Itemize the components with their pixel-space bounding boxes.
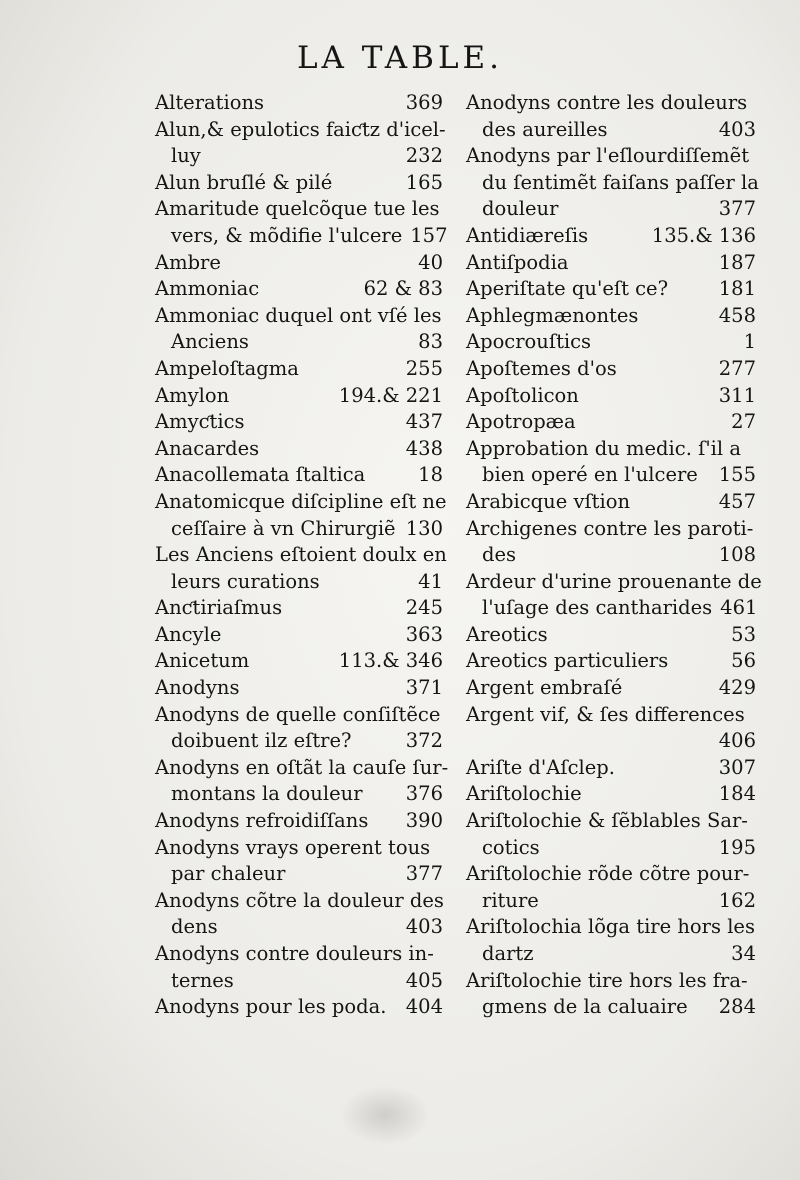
index-entry bbox=[466, 516, 756, 569]
index-entry bbox=[155, 303, 443, 356]
index-page-number: 184 bbox=[718, 782, 756, 806]
index-entry-line bbox=[155, 462, 443, 489]
index-entry bbox=[466, 303, 756, 330]
index-entry-text: Apotropæa bbox=[466, 410, 576, 434]
index-entry bbox=[155, 276, 443, 303]
index-page-number: 311 bbox=[718, 383, 756, 407]
index-page-number: 194.& 221 bbox=[338, 383, 443, 407]
index-entry-text: Areotics particuliers bbox=[466, 649, 669, 673]
index-page-number: 53 bbox=[731, 622, 756, 646]
index-entry-text: dartz bbox=[482, 942, 534, 965]
index-entry-text: Ariſte d'Aſclep. bbox=[466, 755, 615, 779]
index-entry bbox=[155, 835, 443, 888]
index-entry-line bbox=[466, 516, 756, 543]
index-entry-line bbox=[466, 755, 756, 782]
index-entry-line bbox=[466, 356, 756, 383]
index-entry-text: Ariſtolochie bbox=[466, 782, 582, 806]
index-entry-text: Areotics bbox=[466, 622, 548, 646]
index-entry-text: Ampeloſtagma bbox=[155, 356, 299, 380]
index-entry-line bbox=[466, 170, 759, 197]
index-entry-text: Anodyns contre douleurs in- bbox=[155, 942, 434, 965]
index-entry-line bbox=[466, 675, 756, 702]
index-entry bbox=[466, 276, 756, 303]
index-page-number: 284 bbox=[718, 995, 756, 1019]
index-entry-line bbox=[466, 941, 756, 968]
index-entry-line bbox=[466, 595, 756, 622]
index-entry-line bbox=[466, 914, 756, 941]
index-entry-line bbox=[466, 835, 756, 862]
index-entry-line bbox=[466, 808, 756, 835]
index-page-number: 438 bbox=[405, 436, 443, 460]
index-entry-line bbox=[155, 117, 446, 144]
index-entry-text: Anodyns en oſtãt la cauſe ſur- bbox=[155, 755, 449, 779]
index-entry-text: Anicetum bbox=[155, 649, 250, 673]
index-entry-line bbox=[466, 436, 756, 463]
index-entry-text: Les Anciens eſtoient doulx en bbox=[155, 543, 447, 567]
index-entry bbox=[155, 888, 443, 941]
index-entry-line bbox=[466, 648, 756, 675]
index-page-number: 403 bbox=[718, 117, 756, 141]
index-entry bbox=[155, 436, 443, 463]
index-entry bbox=[466, 702, 756, 755]
index-entry-text: l'uſage des cantharides bbox=[482, 596, 713, 620]
index-entry-text: Anodyns contre les douleurs bbox=[466, 91, 748, 114]
index-entry-text: Anƈtiriaſmus bbox=[155, 596, 283, 620]
index-page-number: 437 bbox=[405, 410, 443, 434]
index-page-number: 83 bbox=[418, 330, 443, 354]
index-page-number: 377 bbox=[405, 862, 443, 886]
index-entry-line bbox=[155, 728, 443, 755]
index-page-number: 390 bbox=[405, 809, 443, 833]
index-entry-text: Aperiſtate qu'eſt ce? bbox=[466, 277, 669, 301]
index-page-number: 458 bbox=[718, 303, 756, 327]
index-entry-text: douleur bbox=[482, 197, 559, 221]
index-entry-line bbox=[155, 914, 443, 941]
index-entry-line bbox=[155, 569, 443, 596]
index-entry-text: Anodyns pour les poda. bbox=[155, 995, 387, 1019]
index-entry-text: Alun,& epulotics faiƈtz d'icel- bbox=[155, 117, 446, 141]
index-entry-line bbox=[466, 223, 756, 250]
index-entry bbox=[155, 409, 443, 436]
index-entry bbox=[466, 356, 756, 383]
index-entry-line bbox=[466, 383, 756, 410]
index-entry-text: Alun bruſlé & pilé bbox=[155, 170, 333, 194]
index-entry bbox=[155, 489, 447, 542]
index-page-number: 113.& 346 bbox=[338, 649, 443, 673]
index-entry-line bbox=[466, 542, 756, 569]
index-entry-line bbox=[155, 303, 443, 330]
index-entry-line bbox=[155, 223, 448, 250]
index-entry-text: Anciens bbox=[171, 330, 249, 354]
index-entry-text: montans la douleur bbox=[171, 782, 363, 806]
index-entry-text: par chaleur bbox=[171, 862, 286, 886]
index-entry-line bbox=[155, 383, 443, 410]
index-entry bbox=[466, 808, 756, 861]
index-entry-text: Anodyns par l'eſlourdiſſemẽt bbox=[466, 144, 750, 168]
index-entry-line bbox=[155, 702, 443, 729]
index-entry-text: Ancyle bbox=[155, 622, 222, 646]
index-entry-line bbox=[466, 196, 756, 223]
index-entry-text: des aureilles bbox=[482, 117, 608, 141]
index-entry-text: Arabicque vſtion bbox=[466, 489, 631, 513]
index-entry bbox=[466, 968, 756, 1021]
index-entry-text: Anodyns bbox=[155, 676, 240, 700]
index-entry bbox=[466, 329, 756, 356]
index-page-number: 369 bbox=[405, 91, 443, 114]
index-page-number: 404 bbox=[405, 995, 443, 1019]
index-entry-line bbox=[466, 728, 756, 755]
index-entry bbox=[466, 223, 756, 250]
index-page-number: 56 bbox=[731, 649, 756, 673]
index-entry-line bbox=[466, 143, 756, 170]
index-page-number: 165 bbox=[405, 170, 443, 194]
index-page-number: 377 bbox=[718, 197, 756, 221]
index-entry bbox=[155, 196, 448, 249]
index-entry bbox=[155, 542, 447, 595]
index-entry bbox=[466, 755, 756, 782]
index-entry-text: dens bbox=[171, 915, 218, 939]
index-entry-text: Argent embraſé bbox=[466, 676, 623, 700]
index-page-number: 155 bbox=[718, 463, 756, 487]
index-entry bbox=[466, 781, 756, 808]
index-entry-line bbox=[155, 329, 443, 356]
index-entry-text: Apoſtemes d'os bbox=[466, 356, 617, 380]
ink-smudge bbox=[340, 1085, 430, 1145]
index-entry-line bbox=[155, 489, 447, 516]
index-entry bbox=[155, 595, 443, 622]
index-page-number: 372 bbox=[405, 729, 443, 753]
index-entry-line bbox=[155, 941, 443, 968]
index-entry-text: des bbox=[482, 543, 517, 567]
index-page-number: 187 bbox=[718, 250, 756, 274]
index-entry bbox=[155, 117, 446, 170]
index-entry-text: leurs curations bbox=[171, 569, 320, 593]
index-page-number: 41 bbox=[418, 569, 443, 593]
index-entry-text: Ammoniac duquel ont vſé les bbox=[155, 303, 442, 327]
index-entry-line bbox=[155, 250, 443, 277]
index-page-number: 162 bbox=[718, 888, 756, 912]
index-entry-text: Anodyns de quelle conſiſtẽce bbox=[155, 702, 441, 726]
index-entry-text: Argent vif, & ſes differences bbox=[466, 702, 745, 726]
index-page-number: 277 bbox=[718, 356, 756, 380]
index-entry-line bbox=[466, 489, 756, 516]
index-entry-line bbox=[155, 648, 443, 675]
index-page-number: 376 bbox=[405, 782, 443, 806]
index-page-number: 406 bbox=[718, 729, 756, 753]
index-entry-text: Aphlegmænontes bbox=[466, 303, 639, 327]
index-entry-line bbox=[466, 994, 756, 1021]
index-entry-text: Amyƈtics bbox=[155, 410, 245, 434]
index-entry-text: Ariſtolochie tire hors les fra- bbox=[466, 968, 748, 992]
index-page-number: 307 bbox=[718, 755, 756, 779]
index-entry-line bbox=[155, 196, 443, 223]
index-page-number: 34 bbox=[731, 942, 756, 965]
index-entry bbox=[466, 143, 759, 223]
index-page-number: 62 & 83 bbox=[363, 277, 443, 301]
index-entry-text: gmens de la caluaire bbox=[482, 995, 688, 1019]
index-page-number: 130 bbox=[405, 516, 443, 540]
index-entry-text: cotics bbox=[482, 835, 540, 859]
page-title: LA TABLE. bbox=[296, 40, 504, 76]
index-entry-line bbox=[466, 968, 756, 995]
index-entry-line bbox=[466, 462, 756, 489]
index-entry-line bbox=[466, 622, 756, 649]
index-page-number: 108 bbox=[718, 543, 756, 567]
index-entry bbox=[155, 808, 443, 835]
index-entry-text: doibuent ilz eſtre? bbox=[171, 729, 352, 753]
index-page-number: 255 bbox=[405, 356, 443, 380]
index-entry bbox=[466, 489, 756, 516]
index-column-right bbox=[466, 90, 762, 1021]
index-page-number: 181 bbox=[718, 277, 756, 301]
index-entry-text: ternes bbox=[171, 968, 234, 992]
index-entry bbox=[155, 170, 443, 197]
index-entry-line bbox=[466, 117, 756, 144]
index-entry-line bbox=[155, 675, 443, 702]
index-entry-line bbox=[155, 622, 443, 649]
index-entry bbox=[466, 436, 756, 489]
index-entry bbox=[466, 90, 756, 143]
index-page-number: 195 bbox=[718, 835, 756, 859]
index-entry-line bbox=[466, 90, 756, 117]
index-entry-text: Anodyns cõtre la douleur des bbox=[155, 888, 444, 912]
index-entry-line bbox=[466, 781, 756, 808]
index-entry-text: Apocrouſtics bbox=[466, 330, 592, 354]
index-entry bbox=[155, 755, 449, 808]
index-entry-text: Ardeur d'urine prouenante de bbox=[466, 569, 762, 593]
index-entry-line bbox=[466, 702, 756, 729]
index-entry bbox=[155, 622, 443, 649]
index-page-number: 363 bbox=[405, 622, 443, 646]
index-entry-line bbox=[466, 276, 756, 303]
index-page-number: 27 bbox=[731, 410, 756, 434]
index-entry bbox=[466, 622, 756, 649]
index-entry-line bbox=[155, 968, 443, 995]
index-entry-line bbox=[155, 861, 443, 888]
index-entry-line bbox=[155, 143, 443, 170]
index-entry-text: Anatomicque diſcipline eſt ne bbox=[155, 489, 447, 513]
index-entry bbox=[155, 648, 443, 675]
index-entry bbox=[155, 675, 443, 702]
index-page-number: 40 bbox=[418, 250, 443, 274]
index-entry-text: luy bbox=[171, 144, 201, 168]
index-entry bbox=[466, 250, 756, 277]
index-entry-text: Ariſtolochie rõde cõtre pour- bbox=[466, 862, 750, 886]
index-entry-line bbox=[155, 808, 443, 835]
index-page-number: 135.& 136 bbox=[651, 223, 756, 247]
index-entry-line bbox=[466, 250, 756, 277]
index-entry-line bbox=[155, 888, 443, 915]
index-entry-text: Ariſtolochia lõga tire hors les bbox=[466, 915, 755, 939]
index-page-number: 461 bbox=[720, 596, 758, 620]
index-entry-line bbox=[155, 276, 443, 303]
index-entry-line bbox=[466, 329, 756, 356]
index-entry-line bbox=[466, 569, 762, 596]
index-entry-line bbox=[155, 409, 443, 436]
index-entry-line bbox=[155, 356, 443, 383]
index-page-number: 457 bbox=[718, 489, 756, 513]
index-page-number: 403 bbox=[405, 915, 443, 939]
index-entry bbox=[155, 702, 443, 755]
index-entry-line bbox=[155, 170, 443, 197]
index-entry-text: riture bbox=[482, 888, 539, 912]
index-entry-text: Ammoniac bbox=[155, 277, 260, 301]
index-page-number: 429 bbox=[718, 676, 756, 700]
index-entry-text: Archigenes contre les paroti- bbox=[466, 516, 754, 540]
index-entry-line bbox=[155, 516, 443, 543]
index-entry-line bbox=[155, 835, 443, 862]
index-page-number: 1 bbox=[743, 330, 756, 354]
index-entry bbox=[466, 409, 756, 436]
index-entry-text: Ambre bbox=[155, 250, 221, 274]
index-entry-text: Ariſtolochie & ſẽblables Sar- bbox=[466, 809, 748, 833]
index-entry bbox=[466, 914, 756, 967]
index-entry bbox=[155, 383, 443, 410]
index-entry bbox=[155, 250, 443, 277]
index-entry-text: Amaritude quelcõque tue les bbox=[155, 197, 440, 221]
index-entry bbox=[466, 648, 756, 675]
index-entry bbox=[155, 941, 443, 994]
index-page-number: 157 bbox=[410, 223, 448, 247]
index-entry-text: Anodyns vrays operent tous bbox=[155, 835, 431, 859]
index-page-number: 232 bbox=[405, 144, 443, 168]
index-entry-text: Alterations bbox=[155, 91, 265, 114]
index-entry-line bbox=[466, 303, 756, 330]
index-entry-text: ceſſaire à vn Chirurgiẽ bbox=[171, 516, 396, 540]
index-entry bbox=[466, 861, 756, 914]
index-entry-line bbox=[466, 409, 756, 436]
index-entry-line bbox=[466, 888, 756, 915]
index-entry-line bbox=[155, 781, 443, 808]
index-entry-text: Anacardes bbox=[155, 436, 260, 460]
index-entry-text: Anodyns refroidiſſans bbox=[155, 809, 369, 833]
index-entry-text: Anacollemata ſtaltica bbox=[155, 463, 366, 487]
index-entry bbox=[155, 356, 443, 383]
index-entry bbox=[466, 383, 756, 410]
index-entry bbox=[155, 462, 443, 489]
index-page-number: 405 bbox=[405, 968, 443, 992]
index-entry bbox=[155, 90, 443, 117]
index-entry bbox=[466, 569, 762, 622]
index-entry-text: Approbation du medic. ſ'il a bbox=[466, 436, 741, 460]
index-entry-text: vers, & mõdifie l'ulcere bbox=[171, 223, 403, 247]
index-entry-text: Apoſtolicon bbox=[466, 383, 579, 407]
index-page-number: 245 bbox=[405, 596, 443, 620]
index-page-number: 371 bbox=[405, 676, 443, 700]
index-entry-line bbox=[155, 542, 447, 569]
index-entry-line bbox=[155, 994, 443, 1021]
index-column-left bbox=[155, 90, 449, 1021]
index-page-number: 18 bbox=[418, 463, 443, 487]
index-entry-line bbox=[155, 90, 443, 117]
index-entry bbox=[466, 675, 756, 702]
index-entry-text: Antiſpodia bbox=[466, 250, 569, 274]
index-entry-text: Amylon bbox=[155, 383, 230, 407]
index-entry bbox=[155, 994, 443, 1021]
index-entry-text: du ſentimẽt faiſans paſſer la bbox=[482, 170, 759, 194]
index-entry-text: Antidiæreſis bbox=[466, 223, 589, 247]
index-entry-text: bien operé en l'ulcere bbox=[482, 463, 698, 487]
index-entry-line bbox=[155, 755, 449, 782]
index-entry-line bbox=[155, 436, 443, 463]
index-entry-line bbox=[155, 595, 443, 622]
index-entry-line bbox=[466, 861, 756, 888]
